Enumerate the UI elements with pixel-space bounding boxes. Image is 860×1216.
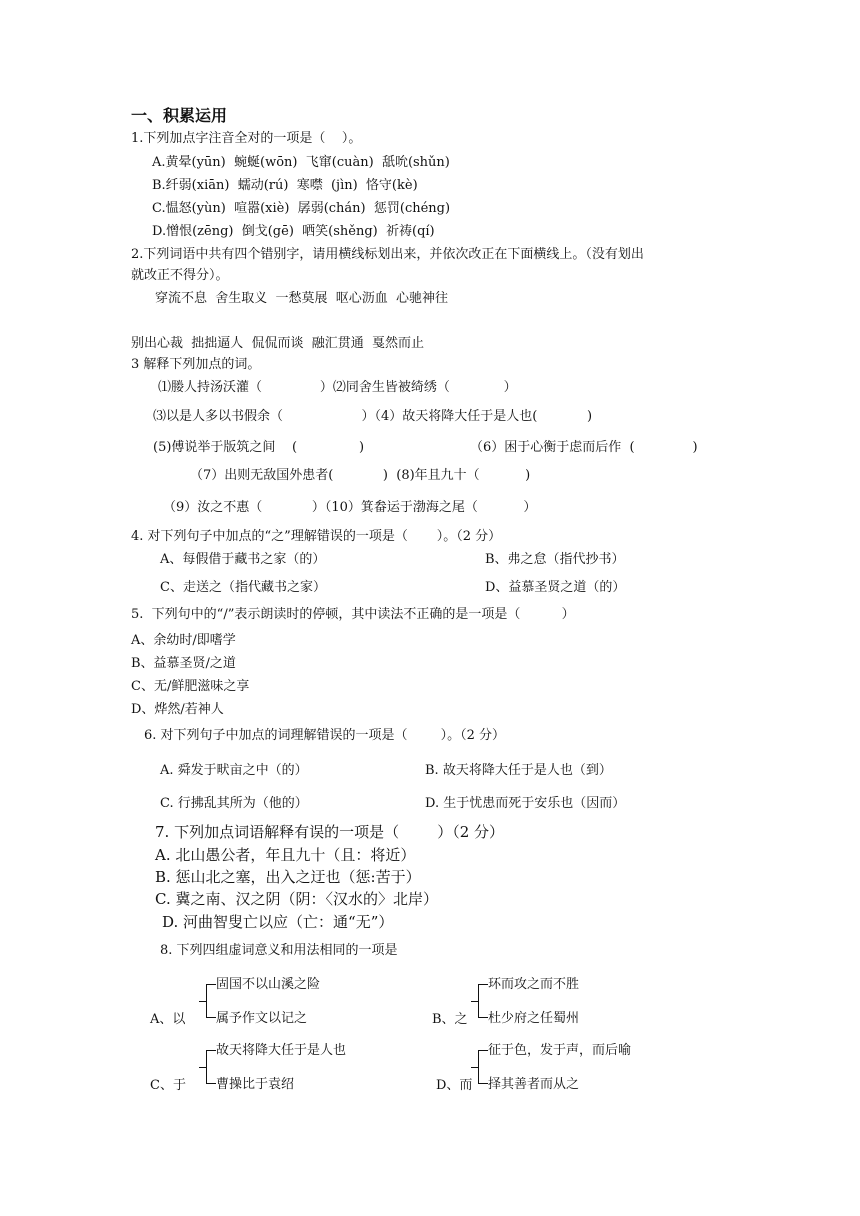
q5-option-b: B、益慕圣贤/之道 bbox=[131, 656, 236, 671]
q5-stem: 5. 下列句中的“/”表示朗读时的停顿，其中读法不正确的是一项是（ ） bbox=[131, 607, 575, 622]
q2-words-line2: 别出心裁 拙拙逼人 侃侃而谈 融汇贯通 戛然而止 bbox=[131, 336, 425, 351]
q3-item-5: （7）出则无敌国外患者( ) (8)年且九十（ ) bbox=[190, 468, 531, 483]
q4-stem: 4. 对下列句子中加点的“之”理解错误的一项是（ ）。（2 分） bbox=[131, 529, 502, 544]
q8-b-label: B、之 bbox=[432, 1012, 468, 1027]
q4-option-b: B、弗之怠（指代抄书） bbox=[485, 552, 625, 567]
q8-a-label: A、以 bbox=[150, 1012, 186, 1027]
q7-option-a: A. 北山愚公者，年且九十（且：将近） bbox=[155, 846, 416, 864]
q2-stem-line2: 就改正不得分）。 bbox=[131, 268, 229, 283]
q7-option-d: D. 河曲智叟亡以应（亡：通“无”） bbox=[162, 913, 394, 931]
q8-a-sentence-2: 属予作文以记之 bbox=[216, 1011, 308, 1026]
q8-c-sentence-2: 曹操比于袁绍 bbox=[216, 1077, 295, 1092]
q8-c-label: C、于 bbox=[150, 1078, 186, 1093]
q8-b-sentence-1: 环而攻之而不胜 bbox=[488, 977, 580, 992]
section-title: 一、积累运用 bbox=[131, 106, 228, 125]
q6-option-c: C. 行拂乱其所为（他的） bbox=[160, 796, 308, 811]
q5-option-a: A、余幼时/即嗜学 bbox=[131, 633, 236, 648]
q7-stem: 7. 下列加点词语解释有误的一项是（ ）（2 分） bbox=[155, 823, 505, 841]
q1-stem: 1.下列加点字注音全对的一项是（ ）。 bbox=[131, 131, 362, 146]
q8-d-label: D、而 bbox=[436, 1078, 473, 1093]
q6-option-b: B. 故天将降大任于是人也（到） bbox=[425, 763, 612, 778]
q3-item-6: （9）汝之不惠（ ）（10）箕畚运于渤海之尾（ ） bbox=[163, 500, 537, 515]
q4-option-a: A、每假借于藏书之家（的） bbox=[160, 552, 326, 567]
q8-a-sentence-1: 固国不以山溪之险 bbox=[216, 977, 321, 992]
q1-option-a: A.黄晕(yūn) 蜿蜒(wōn) 飞窜(cuàn) 舐吮(shǔn) bbox=[152, 155, 450, 170]
q3-item-1: ⑴媵人持汤沃灌（ ）⑵同舍生皆被绮绣（ ） bbox=[158, 380, 517, 395]
q5-option-d: D、烨然/若神人 bbox=[131, 702, 224, 717]
q2-words-line1: 穿流不息 舍生取义 一愁莫展 呕心沥血 心驰神往 bbox=[155, 291, 449, 306]
q8-c-sentence-1: 故天将降大任于是人也 bbox=[216, 1043, 347, 1058]
q7-option-b: B. 惩山北之塞，出入之迂也（惩:苦于） bbox=[155, 868, 421, 886]
q6-stem: 6. 对下列句子中加点的词理解错误的一项是（ ）。（2 分） bbox=[144, 728, 505, 743]
q6-option-d: D. 生于忧患而死于安乐也（因而） bbox=[425, 796, 626, 811]
q4-option-d: D、益慕圣贤之道（的） bbox=[485, 580, 626, 595]
q4-option-c: C、走送之（指代藏书之家） bbox=[160, 580, 326, 595]
q8-d-sentence-2: 择其善者而从之 bbox=[488, 1077, 580, 1092]
q1-option-d: D.憎恨(zēng) 倒戈(gē) 哂笑(shěng) 祈祷(qí) bbox=[152, 224, 435, 239]
q6-option-a: A. 舜发于畎亩之中（的） bbox=[160, 763, 308, 778]
q3-item-4: （6）困于心衡于虑而后作 ( ) bbox=[470, 440, 698, 455]
q2-stem-line1: 2.下列词语中共有四个错别字，请用横线标划出来，并依次改正在下面横线上。（没有划出 bbox=[131, 247, 644, 262]
q1-option-b: B.纤弱(xiān) 蠕动(rú) 寒噤 (jìn) 恪守(kè) bbox=[152, 178, 418, 193]
q3-item-2: ⑶以是人多以书假余（ ）（4）故天将降大任于是人也( ) bbox=[153, 409, 593, 424]
q1-option-c: C.愠怒(yùn) 喧嚣(xiè) 孱弱(chán) 惩罚(chéng) bbox=[152, 201, 451, 216]
q5-option-c: C、无/鲜肥滋味之享 bbox=[131, 679, 250, 694]
q8-d-sentence-1: 征于色，发于声，而后喻 bbox=[488, 1043, 632, 1058]
q3-stem: 3 解释下列加点的词。 bbox=[131, 357, 261, 372]
q7-option-c: C. 冀之南、汉之阴（阴：〈汉水的〉北岸） bbox=[155, 890, 438, 908]
q3-item-3: (5)傅说举于版筑之间 ( ) bbox=[153, 440, 365, 455]
q8-stem: 8. 下列四组虚词意义和用法相同的一项是 bbox=[160, 943, 398, 958]
q8-b-sentence-2: 杜少府之任蜀州 bbox=[488, 1011, 580, 1026]
